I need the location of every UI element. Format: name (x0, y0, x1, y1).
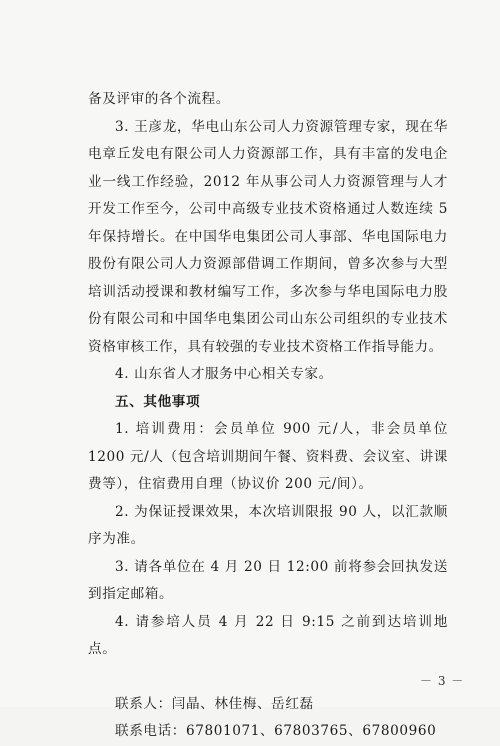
phone-line (88, 718, 448, 746)
contact-label: 联系人： (115, 695, 172, 712)
paragraph-expert-4: 4. 山东省人才服务中心相关专家。 (115, 366, 333, 382)
paragraph-expert-3: 3. 王彦龙，华电山东公司人力资源管理专家，现在华电章丘发电有限公司人力资源部工作，具有丰富的发电企业一线工作经验，2012 年从事公司人力资源管理与人才开发工作至今，公司中高级专业技术资格通过人数连续 5 年保持增长。在中国华电集团公司人事部、华电国际电力股份有限公司人力资源部借调工作期间，曾多次参与大型培训活动授课和教材编写工作，多次参与华电国际电力股份有限公司和中国华电集团公司山东公司组织的专业技术资格审核工作，具有较强的专业技术资格工作指导能力。 (88, 118, 448, 355)
contact-names: 闫晶、林佳梅、岳红磊 (171, 695, 314, 712)
page-number: － 3 － (420, 674, 465, 688)
item-quota: 2. 为保证授课效果，本次培训限报 90 人，以汇款顺序为准。 (88, 503, 448, 547)
contact-line (88, 691, 448, 719)
section-heading: 五、其他事项 (115, 393, 201, 410)
spacer (88, 664, 448, 691)
item-deadline: 3. 请各单位在 4 月 20 日 12:00 前将参会回执发送到指定邮箱。 (88, 558, 448, 602)
document-body (88, 86, 448, 746)
phone-numbers: 67801071、67803765、67800960 (185, 723, 437, 739)
item-fee: 1. 培训费用：会员单位 900 元/人，非会员单位 1200 元/人（包含培训期间午餐、资料费、会议室、讲课费等），住宿费用自理（协议价 200 元/间）。 (88, 421, 448, 492)
paragraph-continuation: 备及评审的各个流程。 (88, 91, 230, 107)
item-arrival: 4. 请参培人员 4 月 22 日 9:15 之前到达培训地点。 (88, 613, 448, 657)
phone-label: 联系电话： (115, 723, 186, 739)
